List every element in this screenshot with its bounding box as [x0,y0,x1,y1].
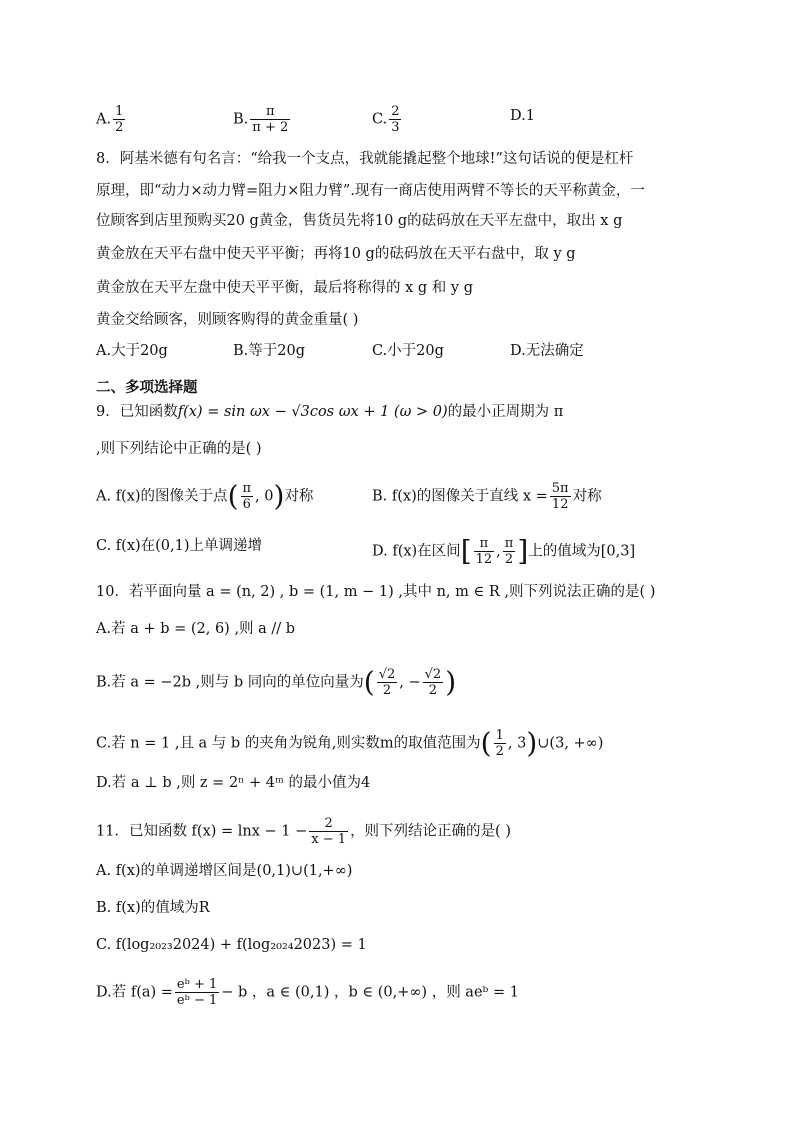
q8-line-3: 位顾客到店里预购买20 g黄金，售货员先将10 g的砝码放在天平左盘中，取出 x g [96,213,623,229]
q10-stem: 10．若平面向量 a = (n, 2) , b = (1, m − 1) ,其中 n, m ∈ R ,则下列说法正确的是( ) [96,584,656,600]
q7-option-b: B. $\frac{\pi}{\pi + 2}$ [233,104,289,135]
q8-line-1: 8．阿基米德有句名言：“给我一个支点，我就能撬起整个地球!”这句话说的便是杠杆 [96,151,634,167]
q7-c-fraction: $\frac{2}{3}$ [391,104,400,135]
q8-line-5: 黄金放在天平左盘中使天平平衡，最后将称得的 x g 和 y g [96,280,473,296]
q8-option-c: C.小于20g [372,343,444,359]
q10-option-d: D.若 a ⊥ b ,则 z = 2ⁿ + 4ᵐ 的最小值为4 [96,775,371,791]
q11-option-c: C. f(log₂₀₂₃2024) + f(log₂₀₂₄2023) = 1 [96,937,367,953]
q7-a-fraction: $\frac{1}{2}$ [115,104,124,135]
q10-option-a: A.若 a + b = (2, 6) ,则 a // b [96,621,296,637]
q8-option-a: A.大于20g [96,343,168,359]
q9-option-d: D. f(x)在区间[ $\frac{\pi}{12}$ , $\frac{\pi}{2}$ ]上的值域为[0,3] [372,534,636,568]
section-title: 二、多项选择题 [96,380,198,396]
q8-option-d: D.无法确定 [510,343,584,359]
q8-line-6: 黄金交给顾客，则顾客购得的黄金重量( ) [96,312,359,328]
q7-option-c: C. $\frac{2}{3}$ [372,104,400,135]
q10-option-b: B.若 a = −2b ,则与 b 同向的单位向量为( $\frac{√2}{2}$ , − $\frac{√2}{2}$ ) [96,665,457,699]
q7-b-fraction: $\frac{\pi}{\pi + 2}$ [252,104,289,135]
q11-stem: 11．已知函数 f(x) = lnx − 1 − $\frac{2}{x - 1}$ ，则下列结论正确的是( ) [96,816,511,847]
q7-option-d: D.1 [510,108,535,124]
q9-option-b: B. f(x)的图像关于直线 x = $\frac{5\pi}{12}$ 对称 [372,481,602,512]
q11-option-d: D.若 f(a) = $\frac{\text{eᵇ + 1}}{\text{eᵇ − 1}}$ − b ，a ∈ (0,1) ，b ∈ (0,+∞) ，则 aeᵇ = 1 [96,977,519,1008]
q8-line-2: 原理，即“动力×动力臂=阻力×阻力臂”.现有一商店使用两臂不等长的天平称黄金，一 [96,183,645,199]
q9-function: f(x) = sin ωx − √3cos ωx + 1 (ω > 0) [177,404,448,420]
q7-option-a: A. $\frac{1}{2}$ [96,104,124,135]
q11-option-a: A. f(x)的单调递增区间是(0,1)∪(1,+∞) [96,863,353,879]
q9-option-a: A. f(x)的图像关于点( $\frac{\pi}{6}$ , 0)对称 [96,479,314,513]
q8-option-b: B.等于20g [233,343,305,359]
q8-line-4: 黄金放在天平右盘中使天平平衡；再将10 g的砝码放在天平右盘中，取 y g [96,246,576,262]
q9-stem-line-2: ,则下列结论中正确的是( ) [96,441,262,457]
q9-stem-line-1: 9．已知函数f(x) = sin ωx − √3cos ωx + 1 (ω > 0)的最小正周期为 π [96,404,564,420]
q10-option-c: C.若 n = 1 ,且 a 与 b 的夹角为锐角,则实数m的取值范围为( $\frac{1}{2}$ , 3)∪(3, +∞) [96,726,604,760]
q11-option-b: B. f(x)的值域为R [96,900,210,916]
q9-option-c: C. f(x)在(0,1)上单调递增 [96,538,263,554]
